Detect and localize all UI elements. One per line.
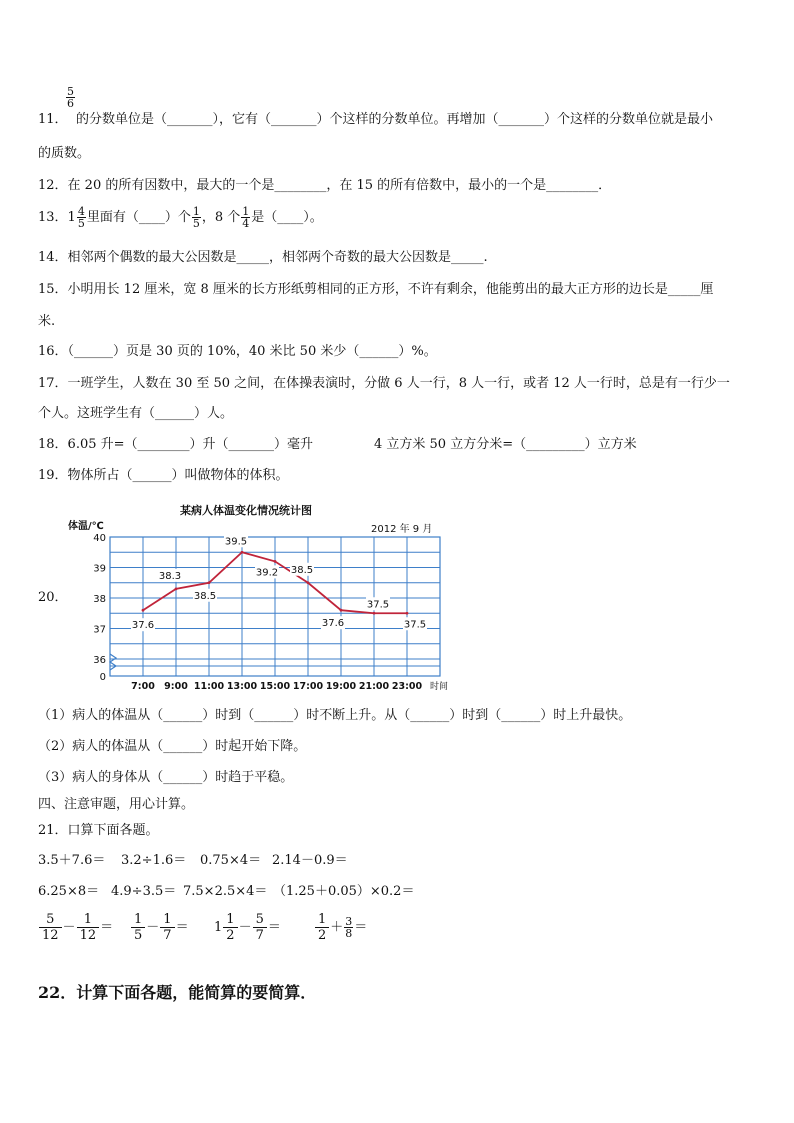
q21-row1-item: 2.14－0.9＝ (272, 853, 348, 868)
x-tick-label: 7:00 (131, 681, 155, 692)
q12-text: 12．在 20 的所有因数中，最大的一个是________，在 15 的所有倍数中，最小的一个是________． (38, 178, 612, 193)
temperature-line-chart (60, 496, 460, 696)
q21-row3-item: 1 $\frac{1}{2}$ － $\frac{5}{7}$ ＝ (214, 912, 281, 943)
data-label: 37.5 (366, 599, 390, 611)
chart-grid (110, 537, 440, 676)
q18-right: 4 立方米 50 立方分米=（_________）立方米 (374, 437, 637, 452)
q17-line2: 个人。这班学生有（______）人。 (38, 406, 234, 421)
data-label: 38.3 (158, 570, 182, 582)
fraction: $\frac{1}{2}$ (315, 912, 329, 943)
q15-line2: 米. (38, 314, 56, 329)
q20-sub3: （3）病人的身体从（______）时趋于平稳。 (38, 770, 294, 785)
q11-continuation: 的质数。 (38, 146, 91, 161)
x-tick-label: 17:00 (292, 681, 324, 692)
data-point (340, 609, 343, 612)
x-tick-labels (131, 681, 422, 692)
x-tick-label: 9:00 (164, 681, 188, 692)
data-label: 37.5 (403, 619, 427, 631)
x-tick-label: 23:00 (391, 681, 423, 692)
q21-row3-item: $\frac{1}{5}$ － $\frac{1}{7}$ ＝ (130, 912, 189, 943)
q13-text: 13．1 $\frac{4}{5}$ 里面有（____）个 $\frac{1}{5}$ ，8 个 $\frac{1}{4}$ 是（____）。 (38, 205, 323, 230)
fraction: $\frac{5}{6}$ (67, 85, 74, 110)
data-label: 39.2 (255, 567, 279, 579)
x-tick-label: 19:00 (325, 681, 357, 692)
q21-row2-item: （1.25＋0.05）×0.2＝ (273, 884, 415, 899)
q21-row1-item: 3.2÷1.6＝ (121, 853, 187, 868)
q21-row3-item: $\frac{5}{12}$ － $\frac{1}{12}$ ＝ (38, 912, 113, 943)
fraction: $\frac{4}{5}$ (77, 205, 85, 230)
data-point (241, 551, 244, 554)
y-tick-label: 40 (93, 533, 106, 544)
data-point (373, 612, 376, 615)
y-tick-labels (93, 533, 106, 683)
data-point (406, 612, 409, 615)
data-label: 38.5 (193, 590, 217, 602)
y-tick-label: 0 (99, 672, 106, 683)
q20-sub1: （1）病人的体温从（______）时到（______）时不断上升。从（______）时到（______）时上升最快。 (38, 708, 632, 723)
q21-row2-item: 4.9÷3.5＝ (111, 884, 177, 899)
x-axis-label: 时间 (430, 682, 449, 692)
q11-fraction (65, 86, 76, 109)
data-point (307, 581, 310, 584)
y-tick-label: 38 (93, 594, 106, 605)
q18-left: 18．6.05 升=（________）升（_______）毫升 (38, 437, 314, 452)
fraction: $\frac{1}{7}$ (160, 912, 174, 943)
data-label: 39.5 (224, 536, 248, 548)
y-tick-label: 39 (93, 563, 106, 575)
q16-text: 16．（______）页是 30 页的 10%，40 米比 50 米少（______）%。 (38, 344, 437, 359)
axis-break-icon (110, 654, 116, 670)
q11-number: 11． (38, 112, 68, 127)
q21-row2-item: 7.5×2.5×4＝ (183, 884, 268, 899)
fraction: $\frac{3}{8}$ (345, 915, 353, 940)
q21-row2-item: 6.25×8＝ (38, 884, 100, 899)
fraction: $\frac{1}{5}$ (192, 205, 200, 230)
q14-text: 14．相邻两个偶数的最大公因数是_____，相邻两个奇数的最大公因数是_____. (38, 250, 488, 265)
q15-line1: 15．小明用长 12 厘米，宽 8 厘米的长方形纸剪相同的正方形，不许有剩余，他能剪出的最大正方形的边长是_____厘 (38, 282, 714, 297)
q17-line1: 17．一班学生，人数在 30 至 50 之间，在体操表演时，分做 6 人一行，8 人一行，或者 12 人一行时，总是有一行少一 (38, 376, 730, 391)
data-label: 37.6 (131, 620, 155, 632)
q21-row3-item: $\frac{1}{2}$ ＋ $\frac{3}{8}$ ＝ (314, 912, 367, 943)
y-axis-label: 体温/℃ (68, 521, 104, 532)
q21-title: 21．口算下面各题。 (38, 823, 159, 838)
x-tick-label: 15:00 (259, 681, 291, 692)
q19-text: 19．物体所占（______）叫做物体的体积。 (38, 468, 289, 483)
fraction: $\frac{1}{2}$ (223, 912, 237, 943)
fraction: $\frac{1}{4}$ (242, 205, 250, 230)
section-heading: 四、注意审题，用心计算。 (38, 797, 195, 812)
data-point (142, 609, 145, 612)
chart-date-note: 2012 年 9 月 (371, 524, 433, 535)
data-point (208, 581, 211, 584)
y-tick-label: 37 (93, 624, 106, 636)
fraction: $\frac{5}{7}$ (253, 912, 267, 943)
q20-number: 20． (38, 590, 68, 605)
x-tick-label: 21:00 (358, 681, 390, 692)
q11-text: 的分数单位是（_______），它有（_______）个这样的分数单位。再增加（_______）个这样的分数单位就是最小 (76, 112, 714, 127)
data-point (175, 587, 178, 590)
y-tick-label: 36 (93, 655, 106, 666)
fraction: $\frac{1}{12}$ (77, 912, 100, 943)
x-tick-label: 11:00 (193, 681, 225, 692)
data-label: 38.5 (290, 564, 314, 576)
q20-sub2: （2）病人的体温从（______）时起开始下降。 (38, 739, 307, 754)
q21-row1-item: 3.5＋7.6＝ (38, 853, 106, 868)
x-tick-label: 13:00 (226, 681, 258, 692)
data-label: 37.6 (321, 618, 345, 630)
q21-row1-item: 0.75×4＝ (200, 853, 262, 868)
fraction: $\frac{5}{12}$ (39, 912, 62, 943)
fraction: $\frac{1}{5}$ (131, 912, 145, 943)
q22-heading: 22．计算下面各题，能简算的要简算． (38, 983, 317, 1002)
chart-title: 某病人体温变化情况统计图 (180, 504, 312, 517)
data-point (274, 560, 277, 563)
